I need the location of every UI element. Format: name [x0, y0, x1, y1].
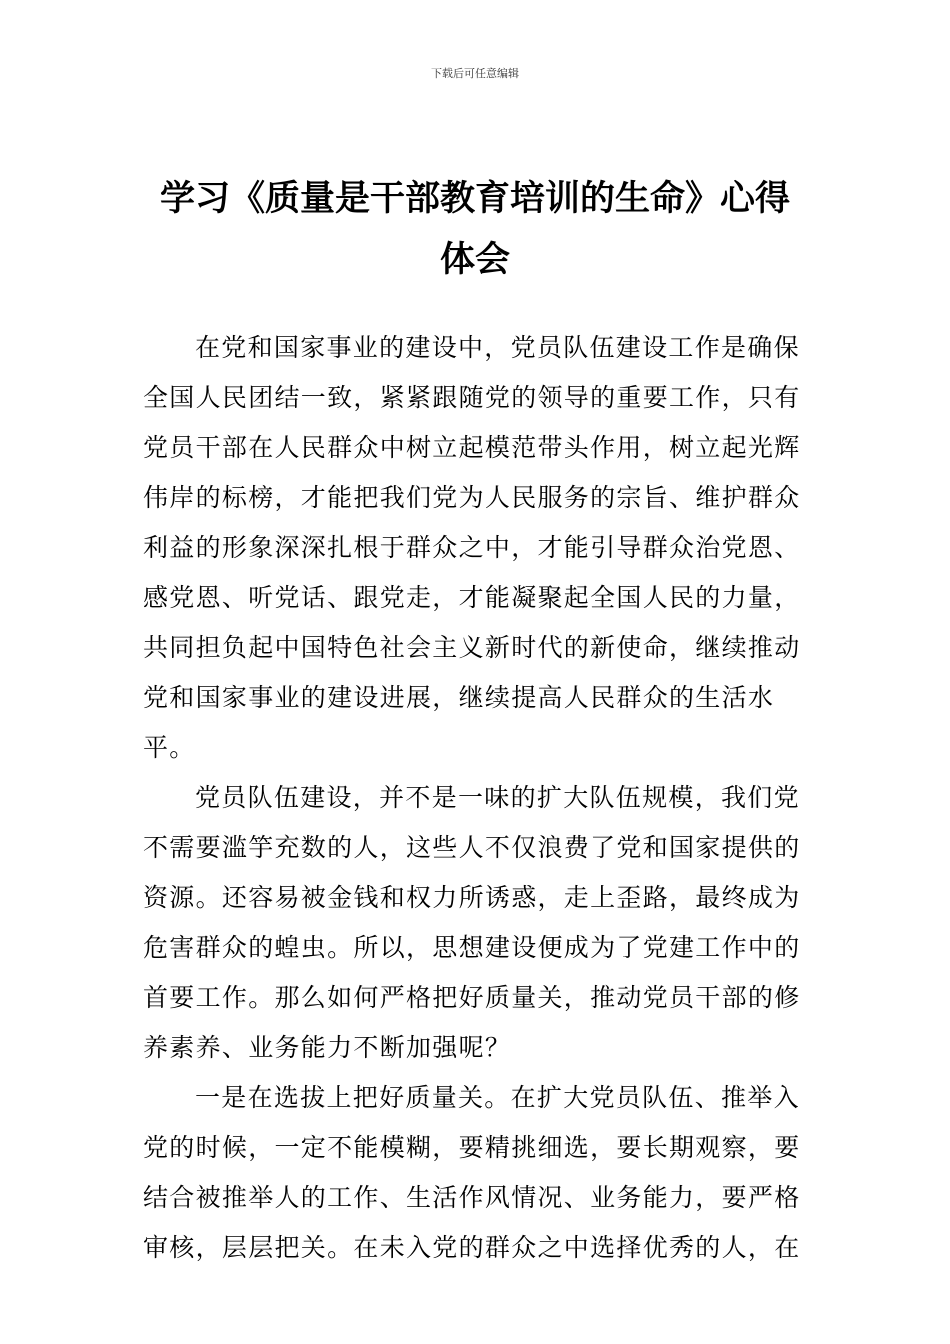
document-body: [143, 323, 807, 1273]
title-line-2: 体会: [439, 239, 510, 280]
paragraph-1: 在党和国家事业的建设中，党员队伍建设工作是确保全国人民团结一致，紧紧跟随党的领导的重要工作，只有党员干部在人民群众中树立起模范带头作用，树立起光辉伟岸的标榜，才能把我们党为人民服务的宗旨、维护群众利益的形象深深扎根于群众之中，才能引导群众治党恩、感党恩、听党话、跟党走，才能凝聚起全国人民的力量，共同担负起中国特色社会主义新时代的新使命，继续推动党和国家事业的建设进展，继续提高人民群众的生活水平。: [143, 333, 801, 762]
document-title: [140, 168, 810, 290]
paragraph-2: 党员队伍建设，并不是一味的扩大队伍规模，我们党不需要滥竽充数的人，这些人不仅浪费了党和国家提供的资源。还容易被金钱和权力所诱惑，走上歪路，最终成为危害群众的蝗虫。所以，思想建设便成为了党建工作中的首要工作。那么如何严格把好质量关，推动党员干部的修养素养、业务能力不断加强呢？: [143, 783, 801, 1062]
paragraph-3: 一是在选拔上把好质量关。在扩大党员队伍、推举入党的时候，一定不能模糊，要精挑细选，要长期观察，要结合被推举人的工作、生活作风情况、业务能力，要严格审核，层层把关。在未入党的群众之中选择优秀的人，在: [143, 1083, 801, 1262]
title-line-1: 学习《质量是干部教育培训的生命》心得: [159, 178, 790, 219]
header-note: 下载后可任意编辑: [431, 67, 519, 80]
